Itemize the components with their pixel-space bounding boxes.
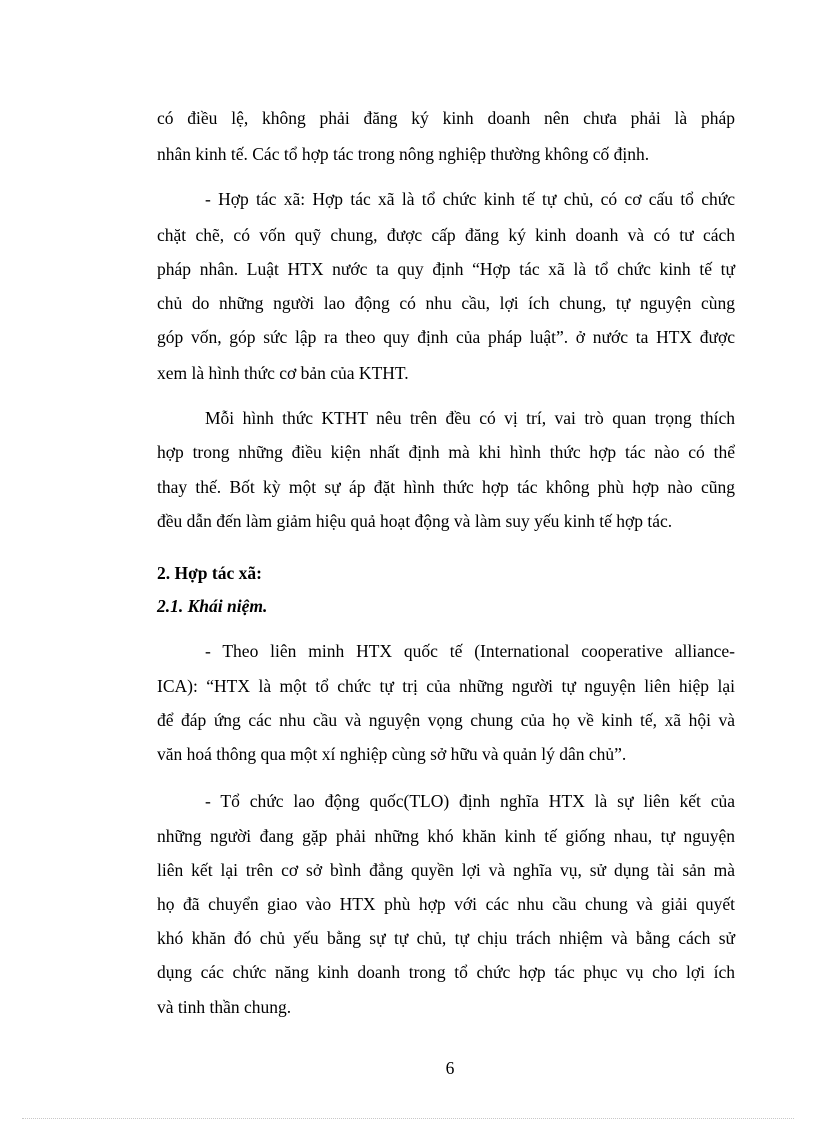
- footer-divider: [22, 1118, 794, 1119]
- paragraph-line: pháp nhân. Luật HTX nước ta quy định “Hợp tác xã là tổ chức kinh tế tự: [157, 259, 735, 279]
- paragraph-line: hợp trong những điều kiện nhất định mà khi hình thức hợp tác nào có thể: [157, 442, 735, 462]
- paragraph-line: - Hợp tác xã: Hợp tác xã là tổ chức kinh tế tự chủ, có cơ cấu tổ chức: [205, 189, 735, 209]
- paragraph-line: - Theo liên minh HTX quốc tế (International cooperative alliance-: [205, 641, 735, 661]
- paragraph-line: văn hoá thông qua một xí nghiệp cùng sở hữu và quản lý dân chủ”.: [157, 744, 627, 764]
- subsection-heading: 2.1. Khái niệm.: [157, 596, 268, 616]
- section-heading: 2. Hợp tác xã:: [157, 563, 262, 583]
- paragraph-line: xem là hình thức cơ bản của KTHT.: [157, 363, 409, 383]
- paragraph-line: và tinh thần chung.: [157, 997, 292, 1017]
- paragraph-line: thay thế. Bốt kỳ một sự áp đặt hình thức hợp tác không phù hợp nào cũng: [157, 477, 735, 497]
- paragraph-line: dụng các chức năng kinh doanh trong tổ chức hợp tác phục vụ cho lợi ích: [157, 962, 735, 982]
- paragraph-line: khó khăn đó chủ yếu bằng sự tự chủ, tự chịu trách nhiệm và bằng cách sử: [157, 928, 735, 948]
- paragraph-line: ICA): “HTX là một tổ chức tự trị của những người tự nguyện liên hiệp lại: [157, 676, 735, 696]
- paragraph-line: chủ do những người lao động có nhu cầu, lợi ích chung, tự nguyện cùng: [157, 293, 735, 313]
- paragraph-line: liên kết lại trên cơ sở bình đẳng quyền lợi và nghĩa vụ, sử dụng tài sản mà: [157, 860, 735, 880]
- paragraph-line: - Tổ chức lao động quốc(TLO) định nghĩa HTX là sự liên kết của: [205, 791, 735, 811]
- paragraph-line: họ đã chuyển giao vào HTX phù hợp với các nhu cầu chung và giải quyết: [157, 894, 735, 914]
- paragraph-line: nhân kinh tế. Các tổ hợp tác trong nông nghiệp thường không cố định.: [157, 144, 650, 164]
- paragraph-line: Mỗi hình thức KTHT nêu trên đều có vị trí, vai trò quan trọng thích: [205, 408, 735, 428]
- page-number: 6: [445, 1058, 455, 1078]
- paragraph-line: góp vốn, góp sức lập ra theo quy định của pháp luật”. ở nước ta HTX được: [157, 327, 735, 347]
- paragraph-line: có điều lệ, không phải đăng ký kinh doanh nên chưa phải là pháp: [157, 108, 735, 128]
- paragraph-line: đều dẫn đến làm giảm hiệu quả hoạt động và làm suy yếu kinh tế hợp tác.: [157, 511, 673, 531]
- paragraph-line: chặt chẽ, có vốn quỹ chung, được cấp đăng ký kinh doanh và có tư cách: [157, 225, 735, 245]
- paragraph-line: để đáp ứng các nhu cầu và nguyện vọng chung của họ về kinh tế, xã hội và: [157, 710, 735, 730]
- paragraph-line: những người đang gặp phải những khó khăn kinh tế giống nhau, tự nguyện: [157, 826, 735, 846]
